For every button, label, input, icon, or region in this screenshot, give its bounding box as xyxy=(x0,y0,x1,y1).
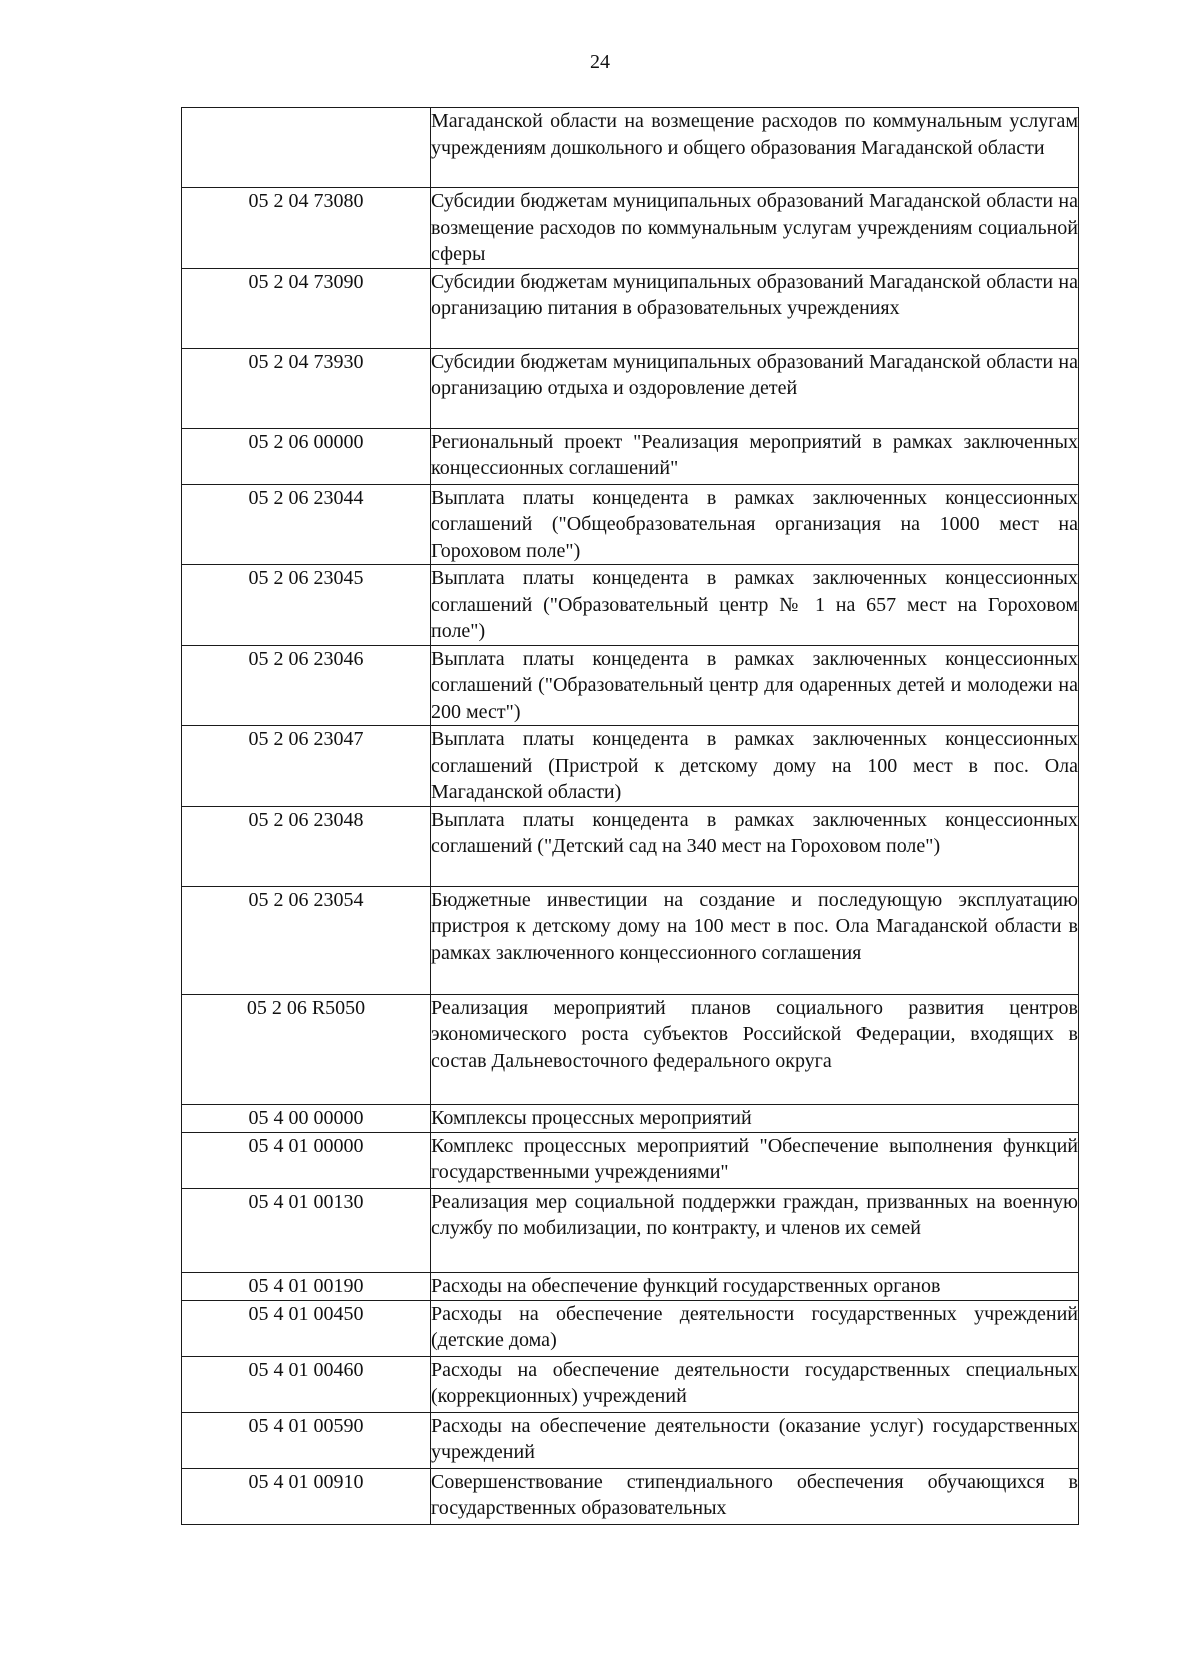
table-row xyxy=(182,886,1079,994)
budget-code-table xyxy=(181,107,1079,1525)
description-cell: Расходы на обеспечение функций государственных органов xyxy=(431,1272,1079,1300)
code-cell: 05 2 04 73930 xyxy=(182,348,431,428)
table-row xyxy=(182,1412,1079,1468)
code-cell xyxy=(182,108,431,188)
code-cell: 05 2 06 R5050 xyxy=(182,994,431,1104)
code-cell: 05 4 01 00000 xyxy=(182,1132,431,1188)
description-cell: Региональный проект "Реализация мероприятий в рамках заключенных концессионных соглашений" xyxy=(431,428,1079,484)
description-cell: Расходы на обеспечение деятельности государственных специальных (коррекционных) учреждений xyxy=(431,1356,1079,1412)
code-cell: 05 2 04 73090 xyxy=(182,268,431,348)
description-cell: Комплекс процессных мероприятий "Обеспечение выполнения функций государственными учреждениями" xyxy=(431,1132,1079,1188)
table-row xyxy=(182,565,1079,646)
code-cell: 05 2 06 23045 xyxy=(182,565,431,646)
description-cell: Субсидии бюджетам муниципальных образований Магаданской области на организацию отдыха и оздоровление детей xyxy=(431,348,1079,428)
table-row xyxy=(182,1272,1079,1300)
table-row xyxy=(182,994,1079,1104)
description-cell: Субсидии бюджетам муниципальных образований Магаданской области на возмещение расходов по коммунальным услугам учреждениям социальной сферы xyxy=(431,188,1079,269)
table-row xyxy=(182,188,1079,269)
description-cell: Выплата платы концедента в рамках заключенных концессионных соглашений ("Образовательный центр № 1 на 657 мест на Гороховом поле") xyxy=(431,565,1079,646)
table-row xyxy=(182,1132,1079,1188)
description-cell: Комплексы процессных мероприятий xyxy=(431,1104,1079,1132)
code-cell: 05 4 01 00460 xyxy=(182,1356,431,1412)
description-cell: Совершенствование стипендиального обеспечения обучающихся в государственных образовательных xyxy=(431,1468,1079,1524)
description-cell: Выплата платы концедента в рамках заключенных концессионных соглашений (Пристрой к детскому дому на 100 мест в пос. Ола Магаданской области) xyxy=(431,726,1079,807)
code-cell: 05 2 06 00000 xyxy=(182,428,431,484)
table-row xyxy=(182,428,1079,484)
code-cell: 05 4 01 00130 xyxy=(182,1188,431,1272)
table-row xyxy=(182,726,1079,807)
description-cell: Выплата платы концедента в рамках заключенных концессионных соглашений ("Образовательный центр для одаренных детей и молодежи на 200 мест") xyxy=(431,645,1079,726)
description-cell: Магаданской области на возмещение расходов по коммунальным услугам учреждениям дошкольного и общего образования Магаданской области xyxy=(431,108,1079,188)
table-row xyxy=(182,806,1079,886)
description-cell: Выплата платы концедента в рамках заключенных концессионных соглашений ("Детский сад на 340 мест на Гороховом поле") xyxy=(431,806,1079,886)
description-cell: Реализация мер социальной поддержки граждан, призванных на военную службу по мобилизации, по контракту, и членов их семей xyxy=(431,1188,1079,1272)
code-cell: 05 4 01 00190 xyxy=(182,1272,431,1300)
table-row xyxy=(182,1104,1079,1132)
description-cell: Субсидии бюджетам муниципальных образований Магаданской области на организацию питания в образовательных учреждениях xyxy=(431,268,1079,348)
code-cell: 05 4 01 00450 xyxy=(182,1300,431,1356)
code-cell: 05 2 06 23054 xyxy=(182,886,431,994)
table-row xyxy=(182,1468,1079,1524)
description-cell: Расходы на обеспечение деятельности (оказание услуг) государственных учреждений xyxy=(431,1412,1079,1468)
code-cell: 05 2 04 73080 xyxy=(182,188,431,269)
table-row xyxy=(182,645,1079,726)
page-number: 24 xyxy=(590,51,610,73)
code-cell: 05 2 06 23048 xyxy=(182,806,431,886)
code-cell: 05 4 01 00590 xyxy=(182,1412,431,1468)
description-cell: Расходы на обеспечение деятельности государственных учреждений (детские дома) xyxy=(431,1300,1079,1356)
code-cell: 05 2 06 23044 xyxy=(182,484,431,565)
description-cell: Реализация мероприятий планов социального развития центров экономического роста субъектов Российской Федерации, входящих в состав Дальневосточного федерального округа xyxy=(431,994,1079,1104)
table-row xyxy=(182,1300,1079,1356)
description-cell: Бюджетные инвестиции на создание и последующую эксплуатацию пристроя к детскому дому на 100 мест в пос. Ола Магаданской области в рамках заключенного концессионного соглашения xyxy=(431,886,1079,994)
table-row xyxy=(182,484,1079,565)
table-row xyxy=(182,1356,1079,1412)
table-row xyxy=(182,348,1079,428)
table-row xyxy=(182,1188,1079,1272)
table-row xyxy=(182,108,1079,188)
description-cell: Выплата платы концедента в рамках заключенных концессионных соглашений ("Общеобразовательная организация на 1000 мест на Гороховом поле") xyxy=(431,484,1079,565)
code-cell: 05 2 06 23047 xyxy=(182,726,431,807)
code-cell: 05 4 01 00910 xyxy=(182,1468,431,1524)
code-cell: 05 4 00 00000 xyxy=(182,1104,431,1132)
code-cell: 05 2 06 23046 xyxy=(182,645,431,726)
table-row xyxy=(182,268,1079,348)
